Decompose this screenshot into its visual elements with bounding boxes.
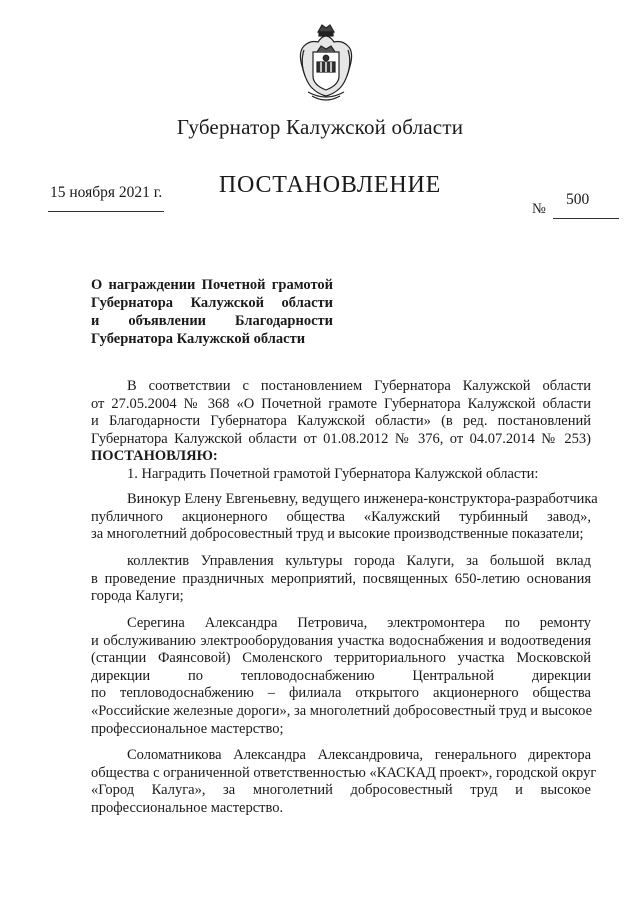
date-underline [48, 211, 164, 212]
text-line: Винокур Елену Евгеньевну, ведущего инженера-конструктора-разработчика [127, 491, 598, 507]
text-line: В соответствии с постановлением Губернатора Калужской области [127, 378, 591, 394]
text-line: дирекции по тепловодоснабжению Центральной дирекции [91, 667, 591, 684]
subject-line: Губернатора Калужской области [91, 295, 333, 311]
text-line: Губернатора Калужской области от 01.08.2012 № 376, от 04.07.2014 № 253) [91, 430, 591, 447]
text-line: от 27.05.2004 № 368 «О Почетной грамоте Губернатора Калужской области [91, 395, 591, 412]
number-sign: № [532, 201, 546, 217]
subject-line: О награждении Почетной грамотой [91, 277, 333, 293]
text-line: публичного акционерного общества «Калужский турбинный завод», [91, 508, 591, 525]
text-line: профессиональное мастерство. [91, 799, 284, 816]
subject-line: и объявлении Благодарности [91, 313, 333, 329]
issuer-title: Губернатор Калужской области [176, 115, 464, 139]
awardee-paragraph [91, 553, 591, 606]
document-date: 15 ноября 2021 г. [50, 184, 163, 201]
number-underline [553, 218, 619, 219]
text-line: города Калуги; [91, 588, 184, 605]
text-line: коллектив Управления культуры города Калуги, за большой вклад [127, 553, 591, 569]
document-type-heading: ПОСТАНОВЛЕНИЕ [218, 172, 442, 198]
awardee-paragraph [91, 615, 591, 738]
document-number: 500 [566, 191, 590, 208]
awardee-paragraph [91, 747, 597, 817]
text-line: «Российские железные дороги», за многолетний добросовестный труд и высокое [91, 702, 593, 719]
item-1-text: 1. Наградить Почетной грамотой Губернатора Калужской области: [127, 465, 539, 482]
text-line: Серегина Александра Петровича, электромонтера по ремонту [127, 615, 591, 631]
text-line: и Благодарности Губернатора Калужской области» (в ред. постановлений [91, 413, 591, 430]
text-line: и обслуживанию электрооборудования участка водоснабжения и водоотведения [91, 632, 591, 649]
text-line: в проведение праздничных мероприятий, посвященных 650-летию основания [91, 570, 591, 587]
document-subject [91, 276, 333, 348]
text-line: Соломатникова Александра Александровича, генерального директора [127, 747, 591, 763]
subject-line: Губернатора Калужской области [91, 331, 306, 347]
text-line: за многолетний добросовестный труд и высокие производственные показатели; [91, 526, 584, 543]
preamble-paragraph [91, 378, 591, 484]
text-line: общества с ограниченной ответственностью «КАСКАД проект», городской округ [91, 764, 597, 781]
text-line: по тепловодоснабжению – филиала открытого акционерного общества [91, 685, 591, 702]
kaluga-coat-of-arms-icon [296, 22, 356, 104]
awardee-paragraph [91, 491, 598, 544]
text-line: (станции Фаянсовой) Смоленского территориального участка Московской [91, 650, 591, 667]
text-line: «Город Калуга», за многолетний добросовестный труд и высокое [91, 782, 591, 799]
decree-word: ПОСТАНОВЛЯЮ: [91, 448, 218, 465]
text-line: профессиональное мастерство; [91, 720, 284, 737]
